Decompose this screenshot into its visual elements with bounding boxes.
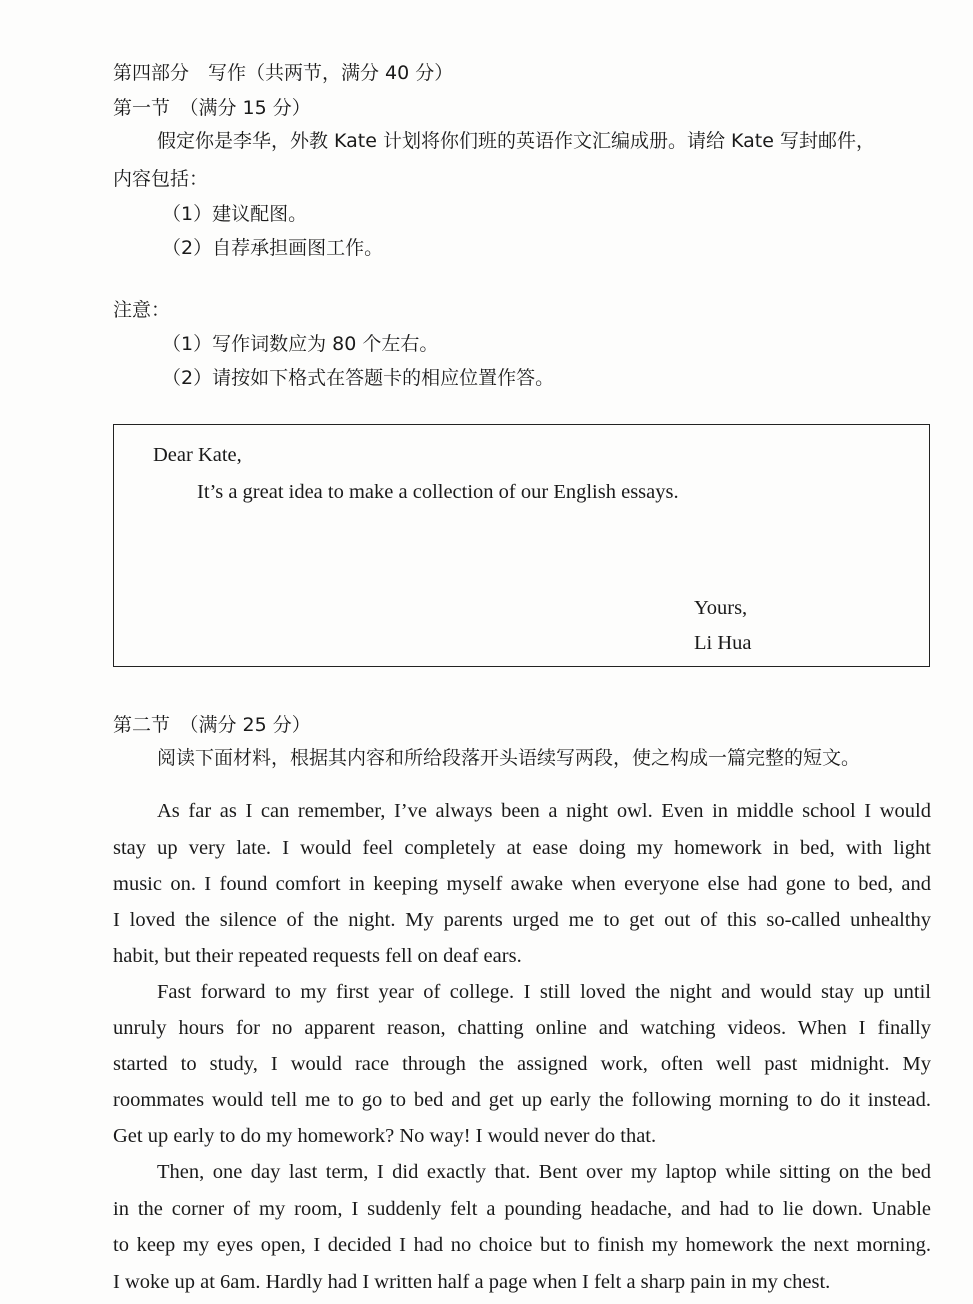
passage-line: to keep my eyes open, I decided I had no choice but to finish my homework the next morning.: [113, 1234, 931, 1256]
note-item: （1）写作词数应为 80 个左右。: [162, 333, 439, 355]
passage-line: I loved the silence of the night. My parents urged me to get out of this so-called unhealthy: [113, 909, 931, 931]
passage-line: Get up early to do my homework? No way! I would never do that.: [113, 1125, 657, 1147]
requirement-item: （2）自荐承担画图工作。: [162, 237, 384, 259]
passage-line: stay up very late. I would feel completely at ease doing my homework in bed, with light: [113, 837, 931, 859]
letter-greeting: Dear Kate,: [153, 444, 242, 466]
section1-prompt-line2: 内容包括：: [113, 168, 209, 190]
section2-heading: 第二节 （满分 25 分）: [113, 714, 311, 736]
note-label: 注意：: [113, 299, 171, 321]
requirement-item: （1）建议配图。: [162, 203, 308, 225]
passage-line: roommates would tell me to go to bed and get up early the following morning to do it instead.: [113, 1089, 931, 1111]
passage-line: As far as I can remember, I’ve always been a night owl. Even in middle school I would: [157, 800, 931, 822]
passage-line: started to study, I would race through the assigned work, often well past midnight. My: [113, 1053, 931, 1075]
passage-line: Fast forward to my first year of college. I still loved the night and would stay up until: [157, 981, 931, 1003]
section1-heading: 第一节 （满分 15 分）: [113, 97, 311, 119]
letter-closing: Yours,: [694, 597, 748, 619]
letter-template-box: [113, 424, 930, 667]
passage-line: Then, one day last term, I did exactly that. Bent over my laptop while sitting on the bed: [157, 1161, 931, 1183]
section2-instruction: 阅读下面材料，根据其内容和所给段落开头语续写两段，使之构成一篇完整的短文。: [157, 747, 861, 769]
passage-line: I woke up at 6am. Hardly had I written half a page when I felt a sharp pain in my chest.: [113, 1271, 831, 1293]
letter-signature: Li Hua: [694, 632, 752, 654]
note-item: （2）请按如下格式在答题卡的相应位置作答。: [162, 367, 555, 389]
letter-opening: It’s a great idea to make a collection of our English essays.: [197, 481, 679, 503]
part-heading: 第四部分 写作（共两节，满分 40 分）: [113, 62, 454, 84]
passage-line: habit, but their repeated requests fell on deaf ears.: [113, 945, 522, 967]
passage-line: music on. I found comfort in keeping myself awake when everyone else had gone to bed, and: [113, 873, 931, 895]
passage-line: unruly hours for no apparent reason, chatting online and watching videos. When I finally: [113, 1017, 931, 1039]
passage-line: in the corner of my room, I suddenly felt a pounding headache, and had to lie down. Unable: [113, 1198, 931, 1220]
section1-prompt-line1: 假定你是李华，外教 Kate 计划将你们班的英语作文汇编成册。请给 Kate 写封邮件，: [157, 130, 875, 152]
